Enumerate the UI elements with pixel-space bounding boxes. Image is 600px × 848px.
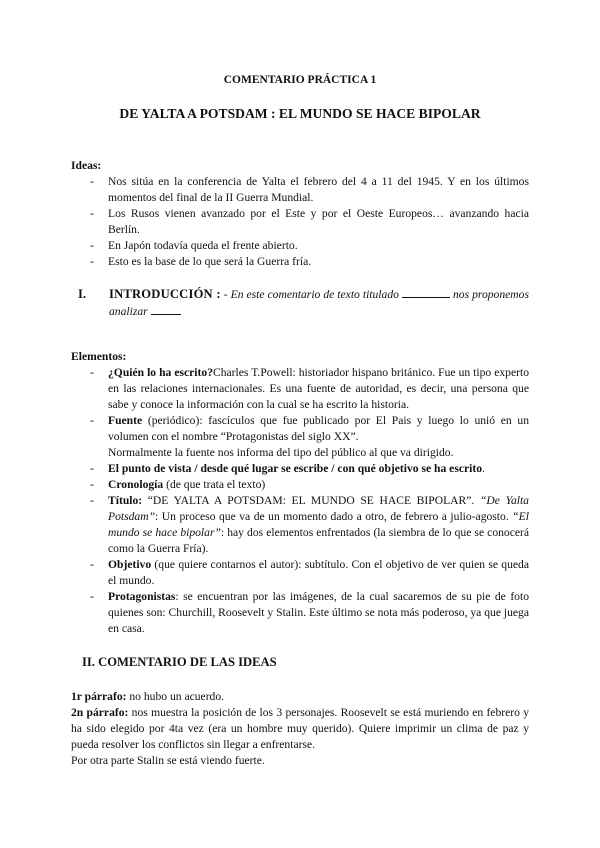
ideas-item: - Los Rusos vienen avanzado por el Este y por el Oeste Europeos… avanzando hacia Berlín. [71,206,529,238]
paragraph-1 [71,689,529,705]
protag-label: Protagonistas [108,590,176,603]
elementos-item-cronologia [71,477,529,493]
elementos-item-fuente [71,413,529,461]
objetivo-text: (que quiere contarnos el autor): subtítulo. Con el objetivo de ver quien se queda el mundo. [108,558,529,587]
document-subtitle: DE YALTA A POTSDAM : EL MUNDO SE HACE BIPOLAR [119,106,481,121]
p2-label: 2n párrafo: [71,706,129,719]
fuente-extra: Normalmente la fuente nos informa del tipo del público al que va dirigido. [108,446,454,459]
punto-vista-end: . [482,462,485,475]
elementos-item-objetivo [71,557,529,589]
crono-text: (de que trata el texto) [163,478,266,491]
elementos-section [71,349,529,637]
ideas-item: - En Japón todavía queda el frente abierto. [71,238,529,254]
ideas-item: - Esto es la base de lo que será la Guerra fría. [71,254,529,270]
quien-label: ¿Quién lo ha escrito? [108,366,213,379]
elementos-item-titulo [71,493,529,557]
p1-text: no hubo un acuerdo. [126,690,225,703]
document-title: COMENTARIO PRÁCTICA 1 [223,74,377,86]
intro-text-a: - En este comentario de texto titulado [223,288,399,301]
titulo-italic-2: “El mundo se hace bipolar” [108,510,529,539]
punto-vista-text: El punto de vista / desde qué lugar se escribe / con qué objetivo se ha escrito [108,462,483,475]
titulo-text: “DE YALTA A POTSDAM: EL MUNDO SE HACE BIPOLAR”. [142,494,480,507]
section2-heading: II. COMENTARIO DE LAS IDEAS [82,655,277,669]
titulo-label: Título: [108,494,143,507]
ideas-section [71,158,529,270]
section2-body [71,689,529,769]
elementos-item-protagonistas [71,589,529,637]
quien-text: Charles T.Powell: historiador hispano británico. Fue un tipo experto en las relaciones internacionales. Es una fuente de autoridad, es decir, una persona que sabe y conoce la información con la cual se ha escrito la historia. [108,366,529,411]
protag-text: : se encuentran por las imágenes, de la cual sacaremos de su pie de foto quienes son: Churchill, Roosevelt y Stalin. Este último se nota más poderoso, ya que juega en casa. [108,590,529,635]
intro-blank-title [402,286,450,298]
titulo-text-2: : Un proceso que va de un momento dado a otro, de febrero a julio-agosto. [155,510,513,523]
paragraph-2 [71,705,529,753]
titulo-text-3: : hay dos elementos enfrentados (la siembra de lo que se conocerá como la Guerra Fría). [108,526,530,555]
elementos-item-quien [71,365,529,413]
elementos-list [71,365,529,637]
ideas-list [71,174,529,270]
crono-label: Cronología [108,478,164,491]
intro-heading: INTRODUCCIÓN : [109,287,221,301]
intro-text [109,286,529,320]
fuente-label: Fuente [108,414,143,427]
p2-text: nos muestra la posición de los 3 personajes. Roosevelt se está muriendo en febrero y ha sido elegido por 4ta vez (era un hombre muy querido). Quiere imprimir un clima de paz y pueda resolver los conflictos sin llegar a enfrentarse. [71,706,529,751]
objetivo-label: Objetivo [108,558,152,571]
intro-number: I. [78,287,87,301]
elementos-item-punto-vista [71,461,529,477]
intro-text-b: nos proponemos analizar [109,288,529,318]
titulo-italic-1: “De Yalta Potsdam” [108,494,529,523]
ideas-heading: Ideas: [71,159,102,172]
ideas-item: - Nos sitúa en la conferencia de Yalta el febrero del 4 a 11 del 1945. Y en los últimos momentos del final de la II Guerra Mundial. [71,174,529,206]
paragraph-3: Por otra parte Stalin se está viendo fuerte. [71,754,265,767]
p1-label: 1r párrafo: [71,690,127,703]
elementos-heading: Elementos: [71,350,127,363]
fuente-text: (periódico): fascículos que fue publicado por El Pais y luego lo unió en un volumen con el nombre “Protagonistas del siglo XX”. [108,414,529,443]
intro-section [78,286,529,320]
intro-blank-analyze [151,303,181,315]
